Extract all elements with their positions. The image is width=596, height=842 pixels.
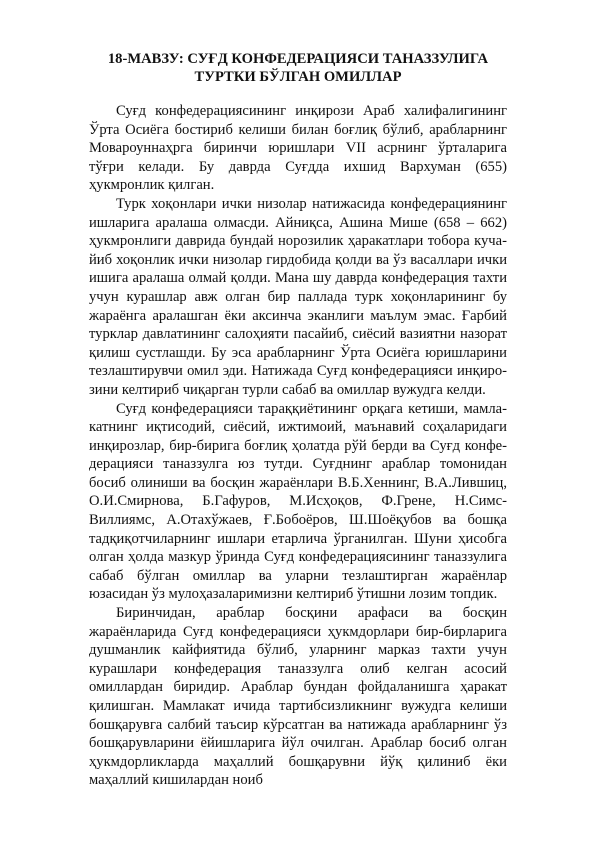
paragraph-1: Суғд конфедерациясининг инқирози Араб халифалигининг Ўрта Осиёга бостириб келиши билан боғлиқ бўлиб, арабларнинг Мовароуннаҳрга биринчи юришлари VII асрнинг ўрталарига тўғри келади. Бу даврда Суғдда ихшид Вархуман (655) ҳукмронлик қилган. <box>89 103 507 194</box>
title-line-2: ТУРТКИ БЎЛГАН ОМИЛЛАР <box>194 69 402 85</box>
paragraph-4: Биринчидан, араблар босқини арафаси ва босқин жараёнларида Суғд конфедерацияси ҳукмдорлари бир-бирларига душманлик кайфиятида бўлиб, уларнинг марказ тахти учун курашлари конфедерация таназзулга олиб келган асосий омиллардан биридир. Араблар бундан фойдаланишга ҳаракат қилишган. Мамлакат ичида тартибсизликнинг вужудга келиши бошқарувга салбий таъсир кўрсатган ва натижада арабларнинг ўз бошқарувларини ёйишларига йўл очилган. Араблар босиб олган ҳукмдорликларда маҳаллий бошқарувни йўқ қилиниб ёки маҳаллий кишилардан ноиб <box>89 605 507 789</box>
title-line-1: 18-МАВЗУ: СУҒД КОНФЕДЕРАЦИЯСИ ТАНАЗЗУЛИГА <box>107 51 489 67</box>
paragraph-3: Суғд конфедерацияси тараққиётининг орқага кетиши, мамлакатнинг иқтисодий, сиёсий, ижтимоий, маънавий соҳаларидаги инқирозлар, бир-бирига боғлиқ ҳолатда рўй берди ва Суғд конфедерацияси таназзулга юз тутди. Суғднинг араблар томонидан босиб олиниши ва босқин жараёнлари В.Б.Хеннинг, В.А.Лившиц, О.И.Смирнова, Б.Гафуров, М.Исҳоқов, Ф.Грене, Н.Симс-Виллиямс, А.Отахўжаев, Ғ.Бобоёров, Ш.Шоёқубов ва бошқа тадқиқотчиларнинг ишлари етарлича ўрганилган. Шуни ҳисобга олган ҳолда мазкур ўринда Суғд конфедерациясининг таназзулига сабаб бўлган омиллар ва уларни тезлаштирган жараёнлар юзасидан ўз мулоҳазаларимизни келтириб ўтишни лозим топдик. <box>89 400 507 603</box>
page-title <box>89 50 507 86</box>
paragraph-2: Турк хоқонлари ички низолар натижасида конфедерациянинг ишларига аралаша олмасди. Айниқса, Ашина Мише (658 – 662) ҳукмронлиги даврида бундай норозилик ҳаракатлари тобора кучайиб хоқонлик ички низолар гирдобида қолди ва ўз васаллари ички ишига аралаша олмай қолди. Мана шу даврда конфедерация тахти учун курашлар авж олган бир паллада турк хоқонларининг бу жараёнга аралашган ёки аксинча эканлиги маълум эмас. Ғарбий турклар давлатининг салоҳияти пасайиб, сиёсий вазиятни назорат қилиш сустлашди. Бу эса арабларнинг Ўрта Осиёга юришларини тезлаштирувчи омил эди. Натижада Суғд конфедерацияси инқирозини келтириб чиқарган турли сабаб ва омиллар вужудга келди. <box>89 195 507 398</box>
document-page <box>89 50 507 790</box>
